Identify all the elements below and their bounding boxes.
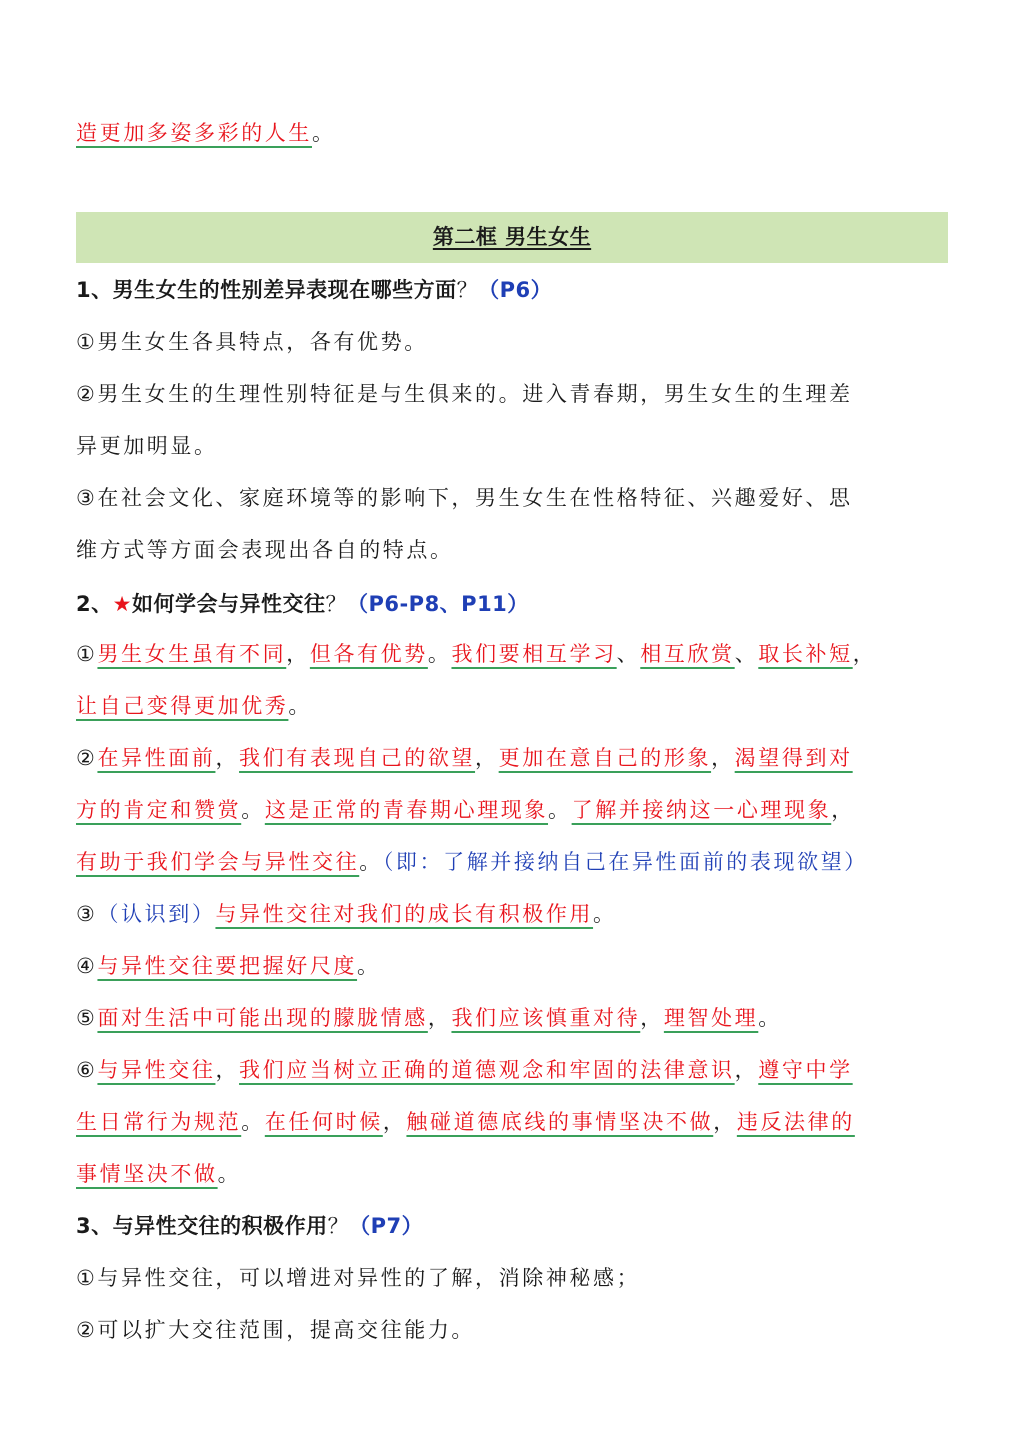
key-phrase: 与异性交往	[97, 1058, 216, 1082]
key-phrase: 了解并接纳这一心理现象	[571, 798, 832, 822]
answer-line: ③在社会文化、家庭环境等的影响下，男生女生在性格特征、兴趣爱好、思	[76, 486, 853, 510]
key-phrase: 理智处理	[663, 1006, 759, 1030]
section-title-banner	[76, 212, 948, 263]
question-2: 2、★如何学会与异性交往？（P6-P8、P11）	[76, 592, 529, 616]
key-phrase: 让自己变得更加优秀	[76, 694, 289, 718]
key-phrase: 有助于我们学会与异性交往	[76, 850, 360, 874]
key-phrase: 面对生活中可能出现的朦胧情感	[97, 1006, 428, 1030]
answer-line: ③（认识到）与异性交往对我们的成长有积极作用。	[76, 902, 617, 926]
key-phrase: 我们要相互学习	[451, 642, 617, 666]
key-phrase: 造更加多姿多彩的人生	[76, 121, 312, 145]
answer-line: ①男生女生各具特点，各有优势。	[76, 330, 428, 354]
key-phrase: 相互欣赏	[640, 642, 735, 666]
key-phrase: 事情坚决不做	[76, 1162, 218, 1186]
key-phrase: 方的肯定和赞赏	[76, 798, 242, 822]
key-phrase: 遵守中学	[758, 1058, 853, 1082]
key-phrase: 生日常行为规范	[76, 1110, 242, 1134]
key-phrase: 这是正常的青春期心理现象	[264, 798, 549, 822]
page-ref: （P6）	[478, 278, 553, 302]
key-phrase: 我们应该慎重对待	[451, 1006, 641, 1030]
key-phrase: 与异性交往要把握好尺度	[97, 954, 358, 978]
page-ref: （P6-P8、P11）	[346, 592, 529, 616]
answer-line: 让自己变得更加优秀。	[76, 694, 313, 718]
key-phrase: 更加在意自己的形象	[498, 746, 712, 770]
key-phrase: 我们有表现自己的欲望	[239, 746, 476, 770]
answer-line: 生日常行为规范。在任何时候，触碰道德底线的事情坚决不做，违反法律的	[76, 1110, 855, 1134]
answer-line: 事情坚决不做。	[76, 1162, 242, 1186]
key-phrase: 男生女生虽有不同	[97, 642, 287, 666]
intro-tail-line: 造更加多姿多彩的人生。	[76, 121, 336, 145]
answer-line: ②可以扩大交往范围，提高交往能力。	[76, 1318, 476, 1342]
answer-line: ②男生女生的生理性别特征是与生俱来的。进入青春期，男生女生的生理差	[76, 382, 853, 406]
key-phrase: 触碰道德底线的事情坚决不做	[406, 1110, 714, 1134]
answer-line: 有助于我们学会与异性交往。（即：了解并接纳自己在异性面前的表现欲望）	[76, 850, 868, 874]
key-phrase: 在异性面前	[97, 746, 216, 770]
answer-line: ②在异性面前，我们有表现自己的欲望，更加在意自己的形象，渴望得到对	[76, 746, 853, 770]
answer-line: ①与异性交往，可以增进对异性的了解，消除神秘感；	[76, 1266, 641, 1290]
explanatory-note: （即：了解并接纳自己在异性面前的表现欲望）	[382, 850, 868, 874]
answer-line: ①男生女生虽有不同，但各有优势。我们要相互学习、相互欣赏、取长补短，	[76, 642, 877, 666]
answer-line: ⑤面对生活中可能出现的朦胧情感，我们应该慎重对待，理智处理。	[76, 1006, 782, 1030]
answer-line: 维方式等方面会表现出各自的特点。	[76, 538, 454, 562]
answer-line: 异更加明显。	[76, 434, 218, 458]
key-phrase: 在任何时候	[264, 1110, 383, 1134]
key-phrase: 取长补短	[758, 642, 853, 666]
answer-line: 方的肯定和赞赏。这是正常的青春期心理现象。了解并接纳这一心理现象，	[76, 798, 855, 822]
explanatory-note: （认识到）	[97, 902, 216, 926]
question-1: 1、男生女生的性别差异表现在哪些方面？（P6）	[76, 278, 553, 302]
question-3: 3、与异性交往的积极作用？（P7）	[76, 1214, 424, 1238]
key-phrase: 与异性交往对我们的成长有积极作用	[215, 902, 594, 926]
star-icon: ★	[112, 592, 132, 616]
key-phrase: 我们应当树立正确的道德观念和牢固的法律意识	[239, 1058, 735, 1082]
answer-line: ⑥与异性交往，我们应当树立正确的道德观念和牢固的法律意识，遵守中学	[76, 1058, 853, 1082]
answer-line: ④与异性交往要把握好尺度。	[76, 954, 381, 978]
key-phrase: 违反法律的	[736, 1110, 855, 1134]
page-ref: （P7）	[349, 1214, 424, 1238]
key-phrase: 渴望得到对	[734, 746, 853, 770]
key-phrase: 但各有优势	[309, 642, 428, 666]
section-title: 第二框 男生女生	[432, 225, 592, 249]
